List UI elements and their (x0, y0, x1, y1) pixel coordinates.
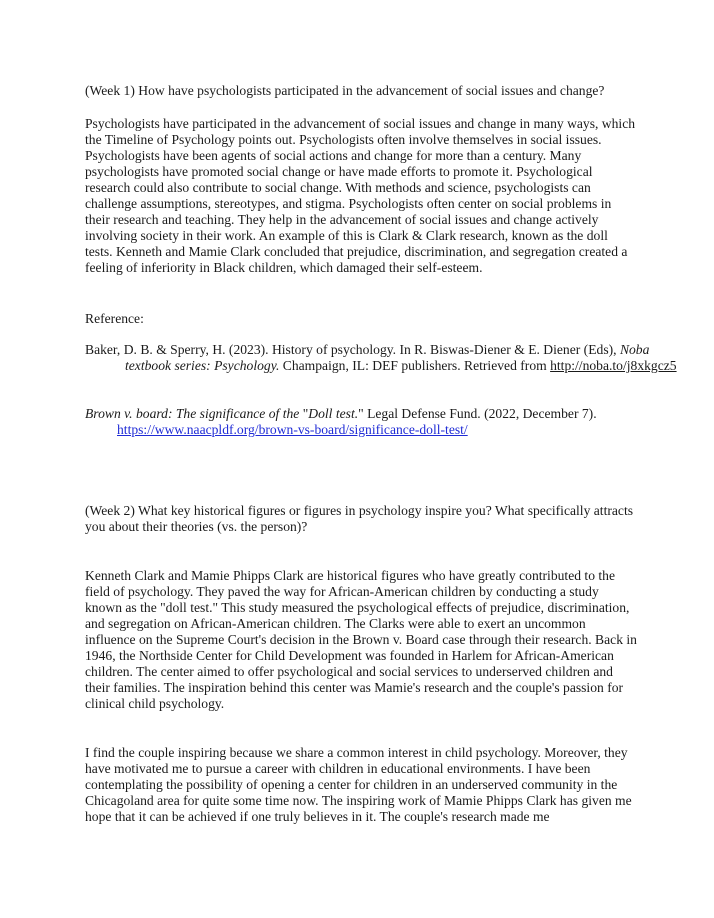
week1-answer: Psychologists have participated in the advancement of social issues and change in many ways, which the Timeline of Psychology points out. Psychologists often involve themselves in social issues. Psychologists have been agents of social actions and change for more than a century. Many psychologists have promoted social change or have made efforts to promote it. Psychological research could also contribute to social change. With methods and science, psychologists can challenge assumptions, stereotypes, and stigma. Psychologists often center on social problems in their research and teaching. They help in the advancement of social issues and change actively involving society in their work. An example of this is Clark & Clark research, known as the doll tests. Kenneth and Mamie Clark concluded that prejudice, discrimination, and segregation created a feeling of inferiority in Black children, which damaged their self-esteem. (85, 116, 636, 275)
ref1-authors: Baker, D. B. & Sperry, H. (2023). History of psychology. In R. Biswas-Diener & E. Diener (Eds), (85, 342, 620, 357)
ref1-publisher: Champaign, IL: DEF publishers. Retrieved from (279, 358, 551, 373)
ref1-book-title: Noba textbook series: Psychology. (125, 342, 650, 373)
ref2-quote-open: " (302, 406, 309, 421)
reference-entry-1 (85, 342, 677, 374)
ref2-link[interactable]: https://www.naacpldf.org/brown-vs-board/significance-doll-test/ (117, 422, 468, 437)
ref2-source: Legal Defense Fund. (2022, December 7). (363, 406, 597, 421)
ref2-title: Brown v. board: The significance of the (85, 406, 303, 421)
week2-question: (Week 2) What key historical figures or figures in psychology inspire you? What specifically attracts you about their theories (vs. the person)? (85, 503, 634, 534)
reference-entry-2 (85, 406, 669, 438)
week2-answer-paragraph-1: Kenneth Clark and Mamie Phipps Clark are historical figures who have greatly contributed to the field of psychology. They paved the way for African-American children by conducting a study known as the "doll test." This study measured the psychological effects of prejudice, discrimination, and segregation on African-American children. The Clarks were able to exert an uncommon influence on the Supreme Court's decision in the Brown v. Board case through their research. Back in 1946, the Northside Center for Child Development was founded in Harlem for African-American children. The center aimed to offer psychological and social services to underserved children and their families. The inspiration behind this center was Mamie's research and the couple's passion for clinical child psychology. (85, 568, 637, 711)
week2-answer-paragraph-2: I find the couple inspiring because we share a common interest in child psychology. Moreover, they have motivated me to pursue a career with children in educational environments. I have been contemplating the possibility of opening a center for children in an underserved community in the Chicagoland area for quite some time now. The inspiring work of Mamie Phipps Clark has given me hope that it can be achieved if one truly believes in it. The couple's research made me (85, 745, 632, 824)
week1-question: (Week 1) How have psychologists participated in the advancement of social issues and change? (85, 83, 605, 98)
ref1-link[interactable]: http://noba.to/j8xkgcz5 (550, 358, 677, 373)
ref2-doll-test: Doll test. (308, 406, 359, 421)
ref2-quote-close: " (358, 406, 364, 421)
reference-heading: Reference: (85, 311, 144, 326)
